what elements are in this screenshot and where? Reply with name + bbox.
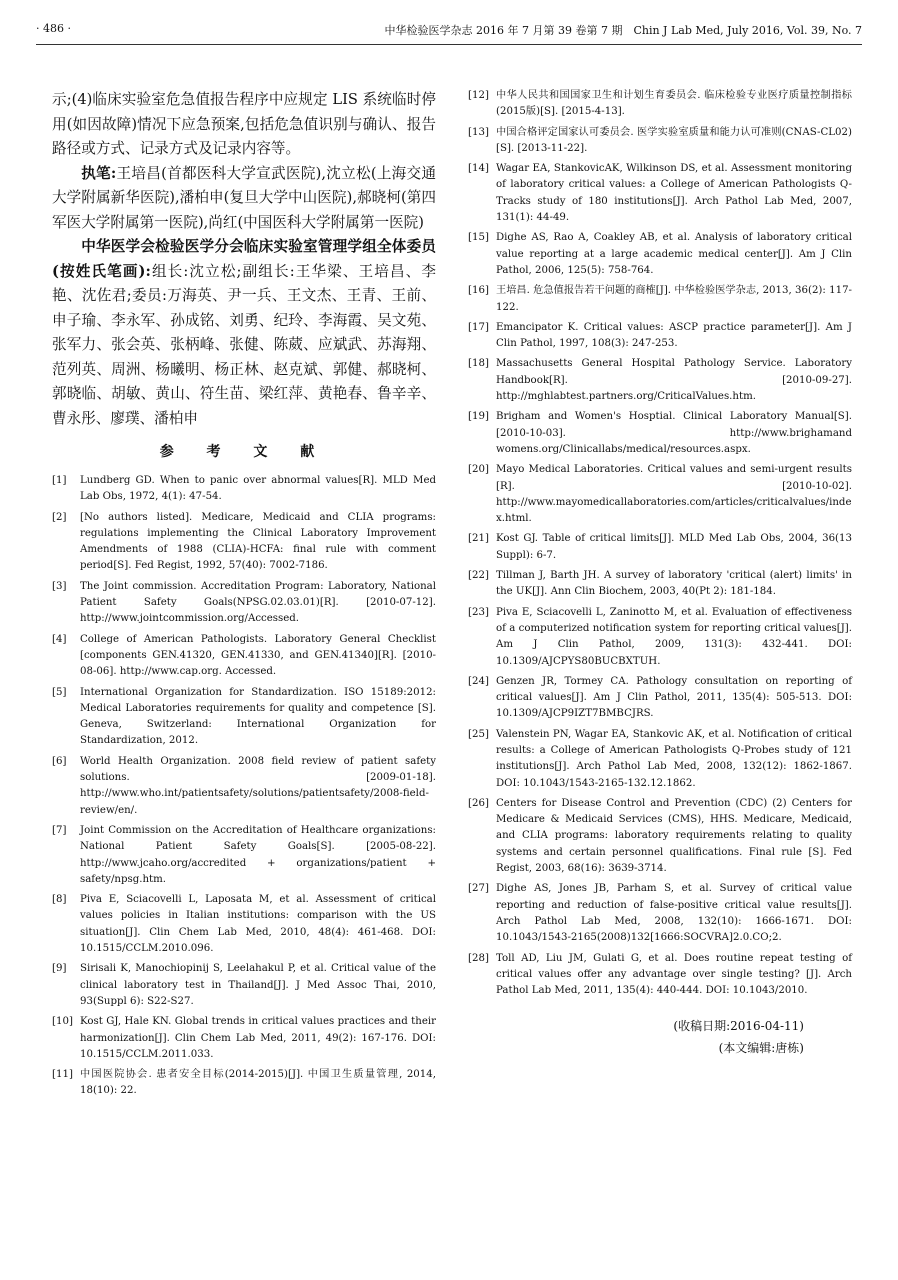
reference-item [468, 881, 852, 946]
reference-text: Massachusetts General Hospital Pathology Service. Laboratory Handbook[R]. [2010-09-27]. http://mghlabtest.partners.org/CriticalValues.htm. [496, 358, 852, 403]
page-number: · 486 · [36, 22, 71, 35]
references-list-right [468, 88, 852, 999]
reference-text: Centers for Disease Control and Prevention (CDC) (2) Centers for Medicare & Medicaid Services (CMS), HHS. Medicare, Medicaid, and CLIA programs: laboratory requirements relating to quality systems and certain personnel qualifications. Final rule [S]. Fed Regist, 2003, 68(16): 3639-3714. [496, 797, 852, 875]
reference-item [468, 88, 852, 121]
journal-citation: 中华检验医学杂志 2016 年 7 月第 39 卷第 7 期 Chin J Lab Med, July 2016, Vol. 39, No. 7 [384, 24, 862, 37]
left-column [52, 88, 436, 1104]
reference-item [52, 579, 436, 628]
reference-number: [14] [468, 163, 489, 175]
reference-number: [6] [52, 755, 67, 767]
editor-note: (本文编辑:唐栋) [718, 1041, 804, 1056]
reference-number: [25] [468, 728, 489, 740]
reference-item [52, 632, 436, 681]
reference-text: International Organization for Standardization. ISO 15189:2012: Medical Laboratories requirements for quality and competence [S]. Geneva, Switzerland: International Organization for Standardization, 2012. [80, 686, 436, 747]
reference-text: Emancipator K. Critical values: ASCP practice parameter[J]. Am J Clin Pathol, 1997, 108(3): 247-253. [496, 321, 852, 350]
reference-number: [17] [468, 321, 489, 333]
reference-item [468, 161, 852, 226]
reference-text: [No authors listed]. Medicare, Medicaid and CLIA programs: regulations implementing the Clinical Laboratory Improvement Amendments of 1988 (CLIA)-HCFA: final rule with comment period[S]. Fed Regist, 1992, 57(40): 7002-7186. [80, 511, 436, 572]
reference-number: [28] [468, 952, 489, 964]
reference-number: [27] [468, 883, 489, 895]
footer-notes [468, 1015, 852, 1059]
reference-item [52, 685, 436, 750]
reference-item [52, 1014, 436, 1063]
reference-item [468, 951, 852, 1000]
reference-number: [23] [468, 606, 489, 618]
running-header [36, 18, 862, 45]
reference-text: Genzen JR, Tormey CA. Pathology consultation on reporting of critical values[J]. Am J Clin Pathol, 2011, 135(4): 505-513. DOI: 10.1309/AJCP9IZT7BMBCJRS. [496, 675, 852, 720]
reference-item [468, 796, 852, 877]
reference-text: Valenstein PN, Wagar EA, Stankovic AK, et al. Notification of critical results: a College of American Pathologists Q-Probes study of 121 institutions[J]. Arch Pathol Lab Med, 2008, 132(12): 1862-1867. DOI: 10.1043/1543-2165-132.12.1862. [496, 728, 852, 789]
reference-text: 中国医院协会. 患者安全目标(2014-2015)[J]. 中国卫生质量管理, 2014, 18(10): 22. [80, 1069, 436, 1097]
authors-paragraph [52, 162, 436, 236]
reference-text: World Health Organization. 2008 field review of patient safety solutions. [2009-01-18]. http://www.who.int/patientsafety/solutions/patientsafety/2008-field-review/en/. [80, 755, 436, 816]
reference-number: [9] [52, 963, 67, 975]
reference-text: 王培昌. 危急值报告若干问题的商榷[J]. 中华检验医学杂志, 2013, 36(2): 117-122. [496, 285, 852, 313]
reference-text: Kost GJ. Table of critical limits[J]. MLD Med Lab Obs, 2004, 36(13 Suppl): 6-7. [496, 533, 852, 561]
reference-item [468, 605, 852, 670]
references-list-left [52, 473, 436, 1100]
reference-number: [8] [52, 894, 67, 906]
reference-text: Wagar EA, StankovicAK, Wilkinson DS, et al. Assessment monitoring of laboratory critical values: a College of American Pathologists Q-Tracks study of 180 institutions[J]. Arch Pathol Lab Med, 2007, 131(1): 44-49. [496, 163, 852, 224]
reference-item [52, 473, 436, 506]
reference-item [468, 356, 852, 405]
reference-text: Mayo Medical Laboratories. Critical values and semi-urgent results [R]. [2010-10-02]. http://www.mayomedicallaboratories.com/articles/criticalvalues/index.html. [496, 464, 852, 525]
reference-number: [10] [52, 1016, 73, 1028]
reference-item [52, 754, 436, 819]
reference-number: [12] [468, 90, 489, 101]
reference-number: [7] [52, 824, 67, 836]
reference-item [468, 462, 852, 527]
right-column [468, 88, 852, 1059]
reference-text: Sirisali K, Manochiopinij S, Leelahakul P, et al. Critical value of the clinical laboratory test in Thailand[J]. J Med Assoc Thai, 2010, 93(Suppl 6): S22-S27. [80, 963, 436, 1007]
reference-item [468, 230, 852, 279]
reference-text: Piva E, Sciacovelli L, Zaninotto M, et al. Evaluation of effectiveness of a computerized notification system for reporting critical values[J]. Am J Clin Pathol, 2009, 131(3): 432-441. DOI: 10.1309/AJCPYS80BUCBXTUH. [496, 606, 852, 667]
references-title: 参 考 文 献 [159, 444, 329, 460]
reference-text: Brigham and Women's Hosptial. Clinical Laboratory Manual[S]. [2010-10-03]. http://www.brighamand womens.org/Clinicallabs/medical/resources.aspx. [496, 411, 852, 455]
committee-text: 组长:沈立松;副组长:王华梁、王培昌、李艳、沈佐君;委员:万海英、尹一兵、王文杰、王青、王前、申子瑜、李永军、孙成铭、刘勇、纪玲、李海霞、吴文苑、张军力、张会英、张柄峰、张健、陈葳、应斌武、苏海翔、范列英、周洲、杨曦明、杨正林、赵克斌、郭健、郝晓柯、郭晓临、胡敏、黄山、符生苗、梁红萍、黄艳春、鲁辛辛、曹永彤、廖璞、潘柏申 [52, 262, 436, 427]
reference-number: [24] [468, 675, 489, 687]
reference-text: Lundberg GD. When to panic over abnormal values[R]. MLD Med Lab Obs, 1972, 4(1): 47-54. [80, 475, 436, 503]
reference-number: [26] [468, 797, 489, 809]
reference-text: Tillman J, Barth JH. A survey of laboratory 'critical (alert) limits' in the UK[J]. Ann Clin Biochem, 2003, 40(Pt 2): 181-184. [496, 570, 852, 598]
reference-number: [15] [468, 232, 489, 244]
committee-label: 中华医学会检验医学分会临床实验室管理学组全体委员(按姓氏笔画): [52, 238, 436, 280]
reference-number: [5] [52, 686, 67, 698]
body-paragraph: 示;(4)临床实验室危急值报告程序中应规定 LIS 系统临时停用(如因故障)情况下应急预案,包括危急值识别与确认、报告路径或方式、记录方式及记录内容等。 [52, 91, 436, 157]
reference-item [468, 568, 852, 601]
reference-item [468, 283, 852, 316]
reference-item [468, 531, 852, 564]
reference-text: Dighe AS, Rao A, Coakley AB, et al. Analysis of laboratory critical value reporting at a large academic medical center[J]. Am J Clin Pathol, 2006, 125(5): 758-764. [496, 232, 852, 276]
reference-text: Toll AD, Liu JM, Gulati G, et al. Does routine repeat testing of critical values offer any advantage over single testing? [J]. Arch Pathol Lab Med, 2011, 135(4): 440-444. DOI: 10.1043/2010. [496, 952, 852, 997]
reference-item [468, 125, 852, 158]
reference-item [468, 727, 852, 792]
reference-item [52, 892, 436, 957]
committee-paragraph [52, 235, 436, 431]
reference-text: Dighe AS, Jones JB, Parham S, et al. Survey of critical value reporting and reduction of false-positive critical value results[J]. Arch Pathol Lab Med, 2008, 132(10): 1666-1671. DOI: 10.1043/1543-2165(2008)132[1666:SOCVRA]2.0.CO;2. [496, 883, 852, 944]
reference-item [468, 409, 852, 458]
reference-number: [11] [52, 1069, 73, 1081]
reference-item [52, 510, 436, 575]
reference-number: [20] [468, 464, 489, 476]
reference-number: [19] [468, 411, 489, 423]
reference-number: [2] [52, 511, 67, 523]
reference-text: College of American Pathologists. Laboratory General Checklist [components GEN.41320, GEN.41330, and GEN.41340][R]. [2010-08-06]. http://www.cap.org. Accessed. [80, 633, 436, 678]
reference-item [52, 823, 436, 888]
reference-number: [18] [468, 358, 489, 370]
reference-item [468, 320, 852, 353]
reference-item [52, 961, 436, 1010]
reference-number: [4] [52, 633, 67, 645]
reference-number: [22] [468, 570, 489, 582]
reference-number: [13] [468, 126, 489, 138]
reference-item [468, 674, 852, 723]
reference-item [52, 1067, 436, 1100]
reference-text: Joint Commission on the Accreditation of Healthcare organizations: National Patient Safety Goals[S]. [2005-08-22]. http://www.jcaho.org/accredited + organizations/patient + safety/npsg.htm. [80, 824, 436, 885]
reference-text: 中华人民共和国国家卫生和计划生育委员会. 临床检验专业医疗质量控制指标(2015版)[S]. [2015-4-13]. [496, 90, 852, 118]
reference-text: Kost GJ, Hale KN. Global trends in critical values practices and their harmonization[J]. Clin Chem Lab Med, 2011, 49(2): 167-176. DOI: 10.1515/CCLM.2011.033. [80, 1016, 436, 1060]
authors-label: 执笔: [81, 164, 117, 182]
received-date: (收稿日期:2016-04-11) [673, 1019, 804, 1034]
reference-text: The Joint commission. Accreditation Program: Laboratory, National Patient Safety Goals(NPSG.02.03.01)[R]. [2010-07-12]. http://www.jointcommission.org/Accessed. [80, 580, 436, 625]
reference-number: [1] [52, 475, 67, 486]
authors-text: 王培昌(首都医科大学宣武医院),沈立松(上海交通大学附属新华医院),潘柏申(复旦大学中山医院),郝晓柯(第四军医大学附属第一医院),尚红(中国医科大学附属第一医院) [52, 164, 436, 231]
reference-text: Piva E, Sciacovelli L, Laposata M, et al. Assessment of critical values policies in Italian institutions: comparison with the US situation[J]. Clin Chem Lab Med, 2010, 48(4): 461-468. DOI: 10.1515/CCLM.2010.096. [80, 894, 436, 955]
reference-number: [21] [468, 533, 489, 545]
reference-number: [16] [468, 285, 489, 297]
reference-text: 中国合格评定国家认可委员会. 医学实验室质量和能力认可准则(CNAS-CL02)[S]. [2013-11-22]. [496, 126, 852, 154]
reference-number: [3] [52, 580, 67, 592]
